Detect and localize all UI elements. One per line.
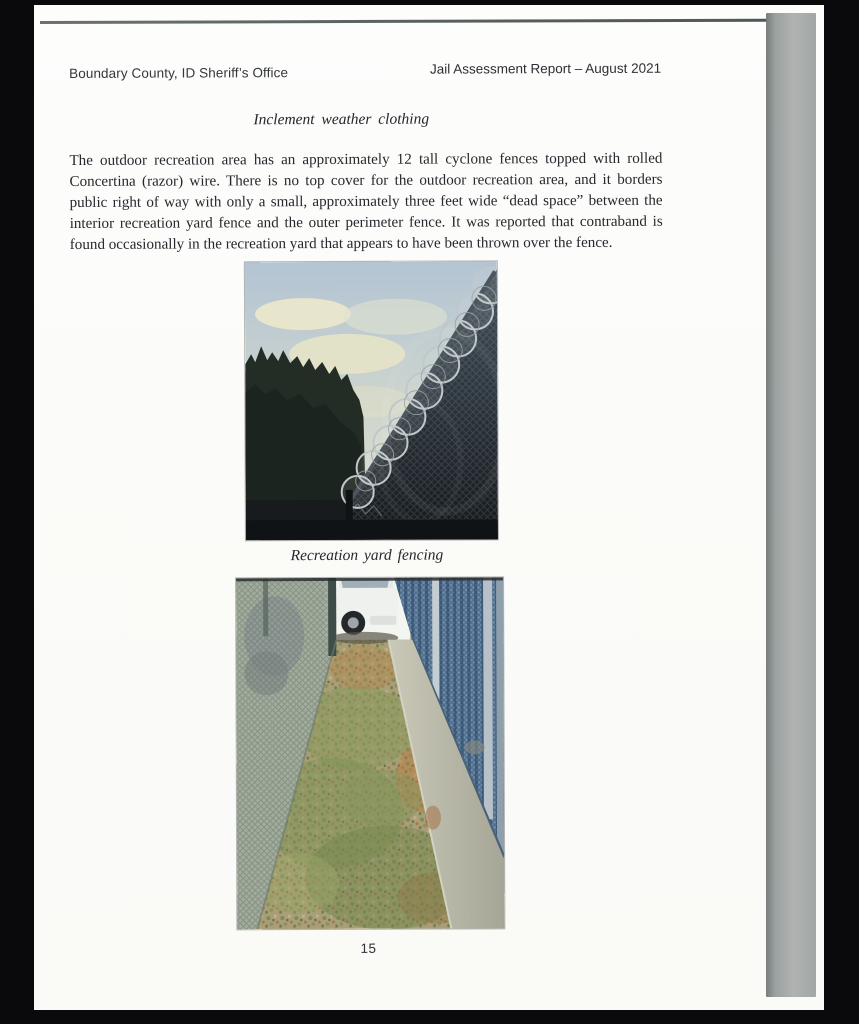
header-left: Boundary County, ID Sheriff’s Office xyxy=(69,65,289,81)
page-content xyxy=(33,3,769,1011)
razor-wire-fence-photo xyxy=(245,261,498,540)
page-number: 15 xyxy=(360,940,377,956)
scan-spine-shadow xyxy=(766,13,816,997)
header-right: Jail Assessment Report – August 2021 xyxy=(429,60,662,77)
body-paragraph: The outdoor recreation area has an approximately 12 tall cyclone fences topped with rolled Concertina (razor) wire. There is no top cover for the outdoor recreation area, and it borders public right of way with only a small, approximately three feet wide “dead space” between the interior recreation yard fence and the outer perimeter fence. It was reported that contraband is found occasionally in the recreation yard that appears to have been thrown over the fence. xyxy=(69,150,663,254)
document-page xyxy=(34,5,824,1010)
photo-caption: Recreation yard fencing xyxy=(290,546,444,565)
page-header xyxy=(69,60,662,81)
photo-dead-space-yard xyxy=(236,577,504,929)
section-title: Inclement weather clothing xyxy=(253,110,430,129)
photo-razor-wire-fence xyxy=(245,261,498,540)
dead-space-yard-photo xyxy=(236,577,504,929)
